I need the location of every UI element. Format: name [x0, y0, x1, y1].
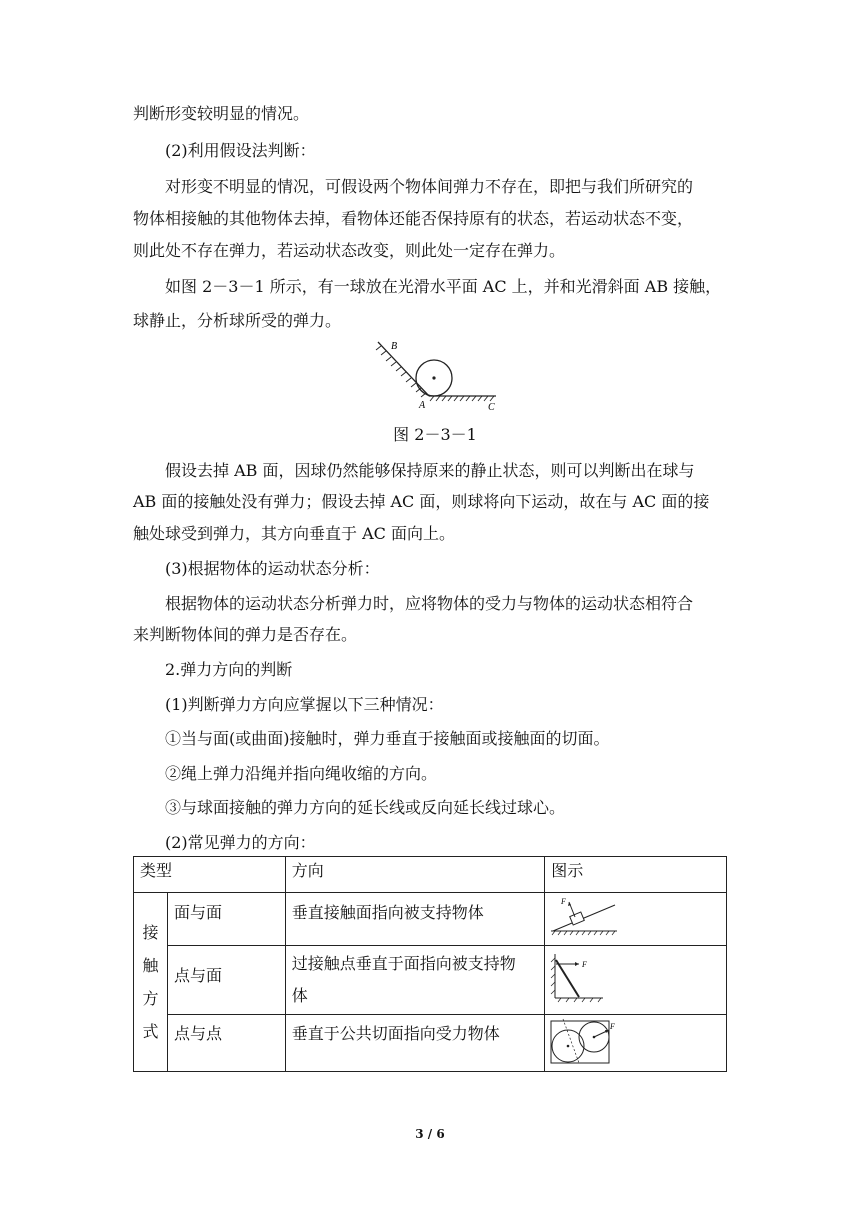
ball-incline-figure — [372, 340, 502, 412]
paragraph-line: 根据物体的运动状态分析弹力时，应将物体的受力与物体的运动状态相符合 — [165, 594, 694, 613]
label-c: C — [488, 402, 495, 412]
label-b: B — [391, 341, 398, 352]
figure-caption: 图 2－3－1 — [393, 425, 477, 444]
table-row — [134, 1015, 727, 1072]
list-item: ①当与面(或曲面)接触时，弹力垂直于接触面或接触面的切面。 — [165, 729, 610, 748]
rod-in-corner-diagram — [549, 948, 619, 1008]
list-item: ②绳上弹力沿绳并指向绳收缩的方向。 — [165, 764, 438, 783]
group-char: 触 — [142, 956, 159, 975]
two-balls-diagram — [549, 1017, 625, 1065]
row-direction — [285, 946, 544, 1015]
group-cell — [134, 893, 168, 1072]
header-diagram: 图示 — [545, 857, 727, 893]
section-heading: (2)利用假设法判断： — [165, 141, 316, 160]
force-label: F — [561, 897, 567, 906]
table-row — [134, 946, 727, 1015]
group-char: 式 — [142, 1022, 159, 1041]
row-diagram — [545, 946, 727, 1015]
section-heading: (1)判断弹力方向应掌握以下三种情况： — [165, 695, 444, 714]
table-header-row — [134, 857, 727, 893]
paragraph-line: 来判断物体间的弹力是否存在。 — [133, 625, 358, 644]
row-diagram — [545, 893, 727, 946]
paragraph-line: 判断形变较明显的情况。 — [133, 104, 310, 123]
group-char: 接 — [142, 923, 159, 942]
group-char: 方 — [142, 989, 159, 1008]
header-direction: 方向 — [285, 857, 544, 893]
paragraph-line: 假设去掉 AB 面，因球仍然能够保持原来的静止状态，则可以判断出在球与 — [165, 461, 695, 480]
elastic-force-table — [133, 856, 727, 1072]
paragraph-line: 对形变不明显的情况，可假设两个物体间弹力不存在，即把与我们所研究的 — [165, 177, 694, 196]
section-heading: (3)根据物体的运动状态分析： — [165, 559, 380, 578]
paragraph-line: 物体相接触的其他物体去掉，看物体还能否保持原有的状态，若运动状态不变， — [133, 209, 694, 228]
table-row — [134, 893, 727, 946]
row-direction: 垂直于公共切面指向受力物体 — [285, 1015, 544, 1072]
row-kind: 面与面 — [167, 893, 285, 946]
paragraph-line: AB 面的接触处没有弹力；假设去掉 AC 面，则球将向下运动，故在与 AC 面的接 — [133, 492, 710, 511]
label-a: A — [419, 400, 426, 411]
paragraph-line: 球静止，分析球所受的弹力。 — [133, 311, 342, 330]
force-label: F — [582, 960, 588, 969]
row-kind: 点与面 — [167, 946, 285, 1015]
row-direction: 垂直接触面指向被支持物体 — [285, 893, 544, 946]
page-number: 3 / 6 — [415, 1127, 445, 1141]
paragraph-line: 则此处不存在弹力，若运动状态改变，则此处一定存在弹力。 — [133, 241, 566, 260]
block-on-incline-diagram — [549, 895, 619, 939]
row-direction-line: 体 — [291, 986, 308, 1005]
row-direction-line: 过接触点垂直于面指向被支持物 — [291, 954, 516, 973]
row-kind: 点与点 — [167, 1015, 285, 1072]
paragraph-line: 如图 2－3－1 所示，有一球放在光滑水平面 AC 上，并和光滑斜面 AB 接触， — [165, 277, 722, 296]
list-item: ③与球面接触的弹力方向的延长线或反向延长线过球心。 — [165, 798, 566, 817]
section-heading: (2)常见弹力的方向： — [165, 833, 316, 852]
force-label: F — [610, 1022, 616, 1031]
header-type: 类型 — [134, 857, 286, 893]
row-diagram — [545, 1015, 727, 1072]
paragraph-line: 触处球受到弹力，其方向垂直于 AC 面向上。 — [133, 524, 455, 543]
section-heading: 2.弹力方向的判断 — [165, 660, 293, 679]
